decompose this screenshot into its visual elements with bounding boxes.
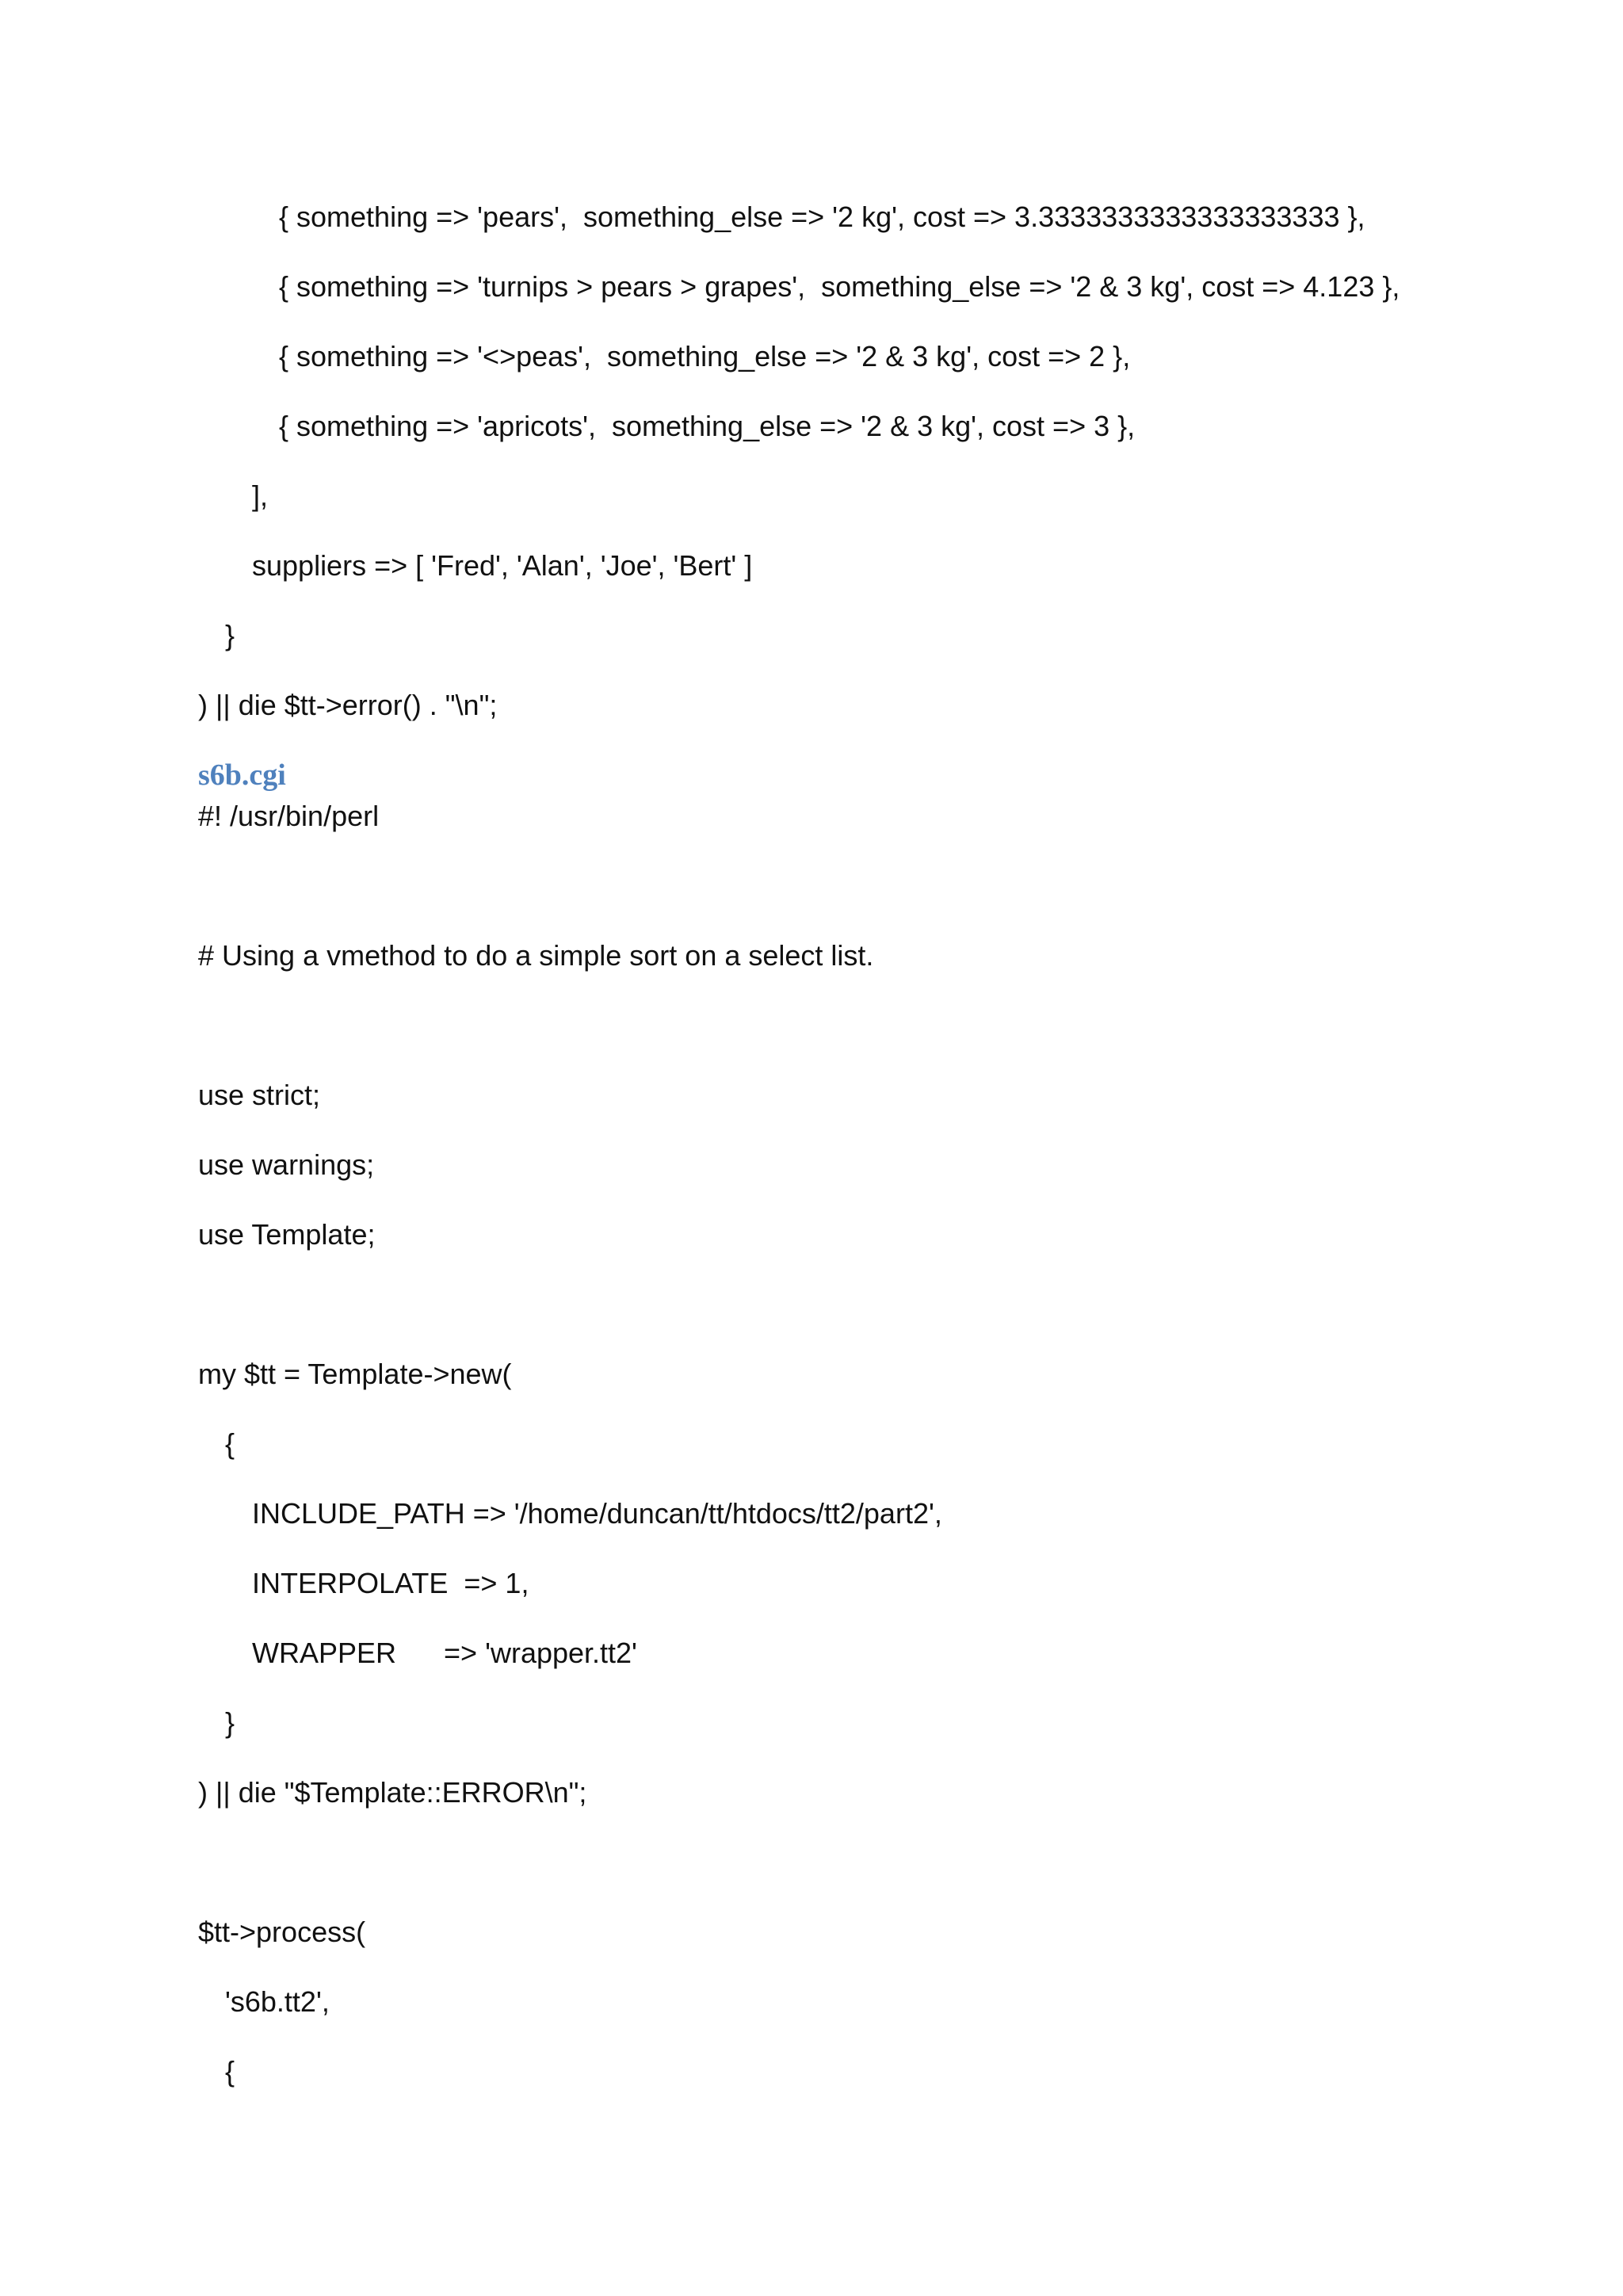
code-line: suppliers => [ 'Fred', 'Alan', 'Joe', 'Bert' ] <box>252 549 753 582</box>
section-heading: s6b.cgi <box>198 758 286 792</box>
code-line: # Using a vmethod to do a simple sort on a select list. <box>198 939 874 972</box>
code-line: my $tt = Template->new( <box>198 1358 512 1390</box>
code-line: use warnings; <box>198 1148 375 1181</box>
code-line: INCLUDE_PATH => '/home/duncan/tt/htdocs/tt2/part2', <box>252 1497 942 1530</box>
code-line: INTERPOLATE => 1, <box>252 1567 529 1599</box>
code-line: use strict; <box>198 1079 321 1111</box>
code-line: WRAPPER => 'wrapper.tt2' <box>252 1637 637 1669</box>
code-line: $tt->process( <box>198 1916 366 1948</box>
code-line: { something => '<>peas', something_else => '2 & 3 kg', cost => 2 }, <box>279 340 1131 372</box>
code-line: ], <box>252 479 269 512</box>
code-line: { <box>225 1427 235 1460</box>
code-line: ) || die $tt->error() . "\n"; <box>198 689 498 721</box>
code-line: #! /usr/bin/perl <box>198 800 380 832</box>
code-line: { <box>225 2055 235 2088</box>
code-line: { something => 'turnips > pears > grapes', something_else => '2 & 3 kg', cost => 4.123 }, <box>279 270 1400 303</box>
code-line: } <box>225 619 235 651</box>
code-line: { something => 'apricots', something_else => '2 & 3 kg', cost => 3 }, <box>279 410 1136 442</box>
code-line: { something => 'pears', something_else => '2 kg', cost => 3.3333333333333333333 }, <box>279 201 1365 233</box>
code-line: } <box>225 1706 235 1739</box>
code-line: ) || die "$Template::ERROR\n"; <box>198 1776 587 1809</box>
code-line: use Template; <box>198 1218 376 1251</box>
code-line: 's6b.tt2', <box>225 1985 330 2018</box>
